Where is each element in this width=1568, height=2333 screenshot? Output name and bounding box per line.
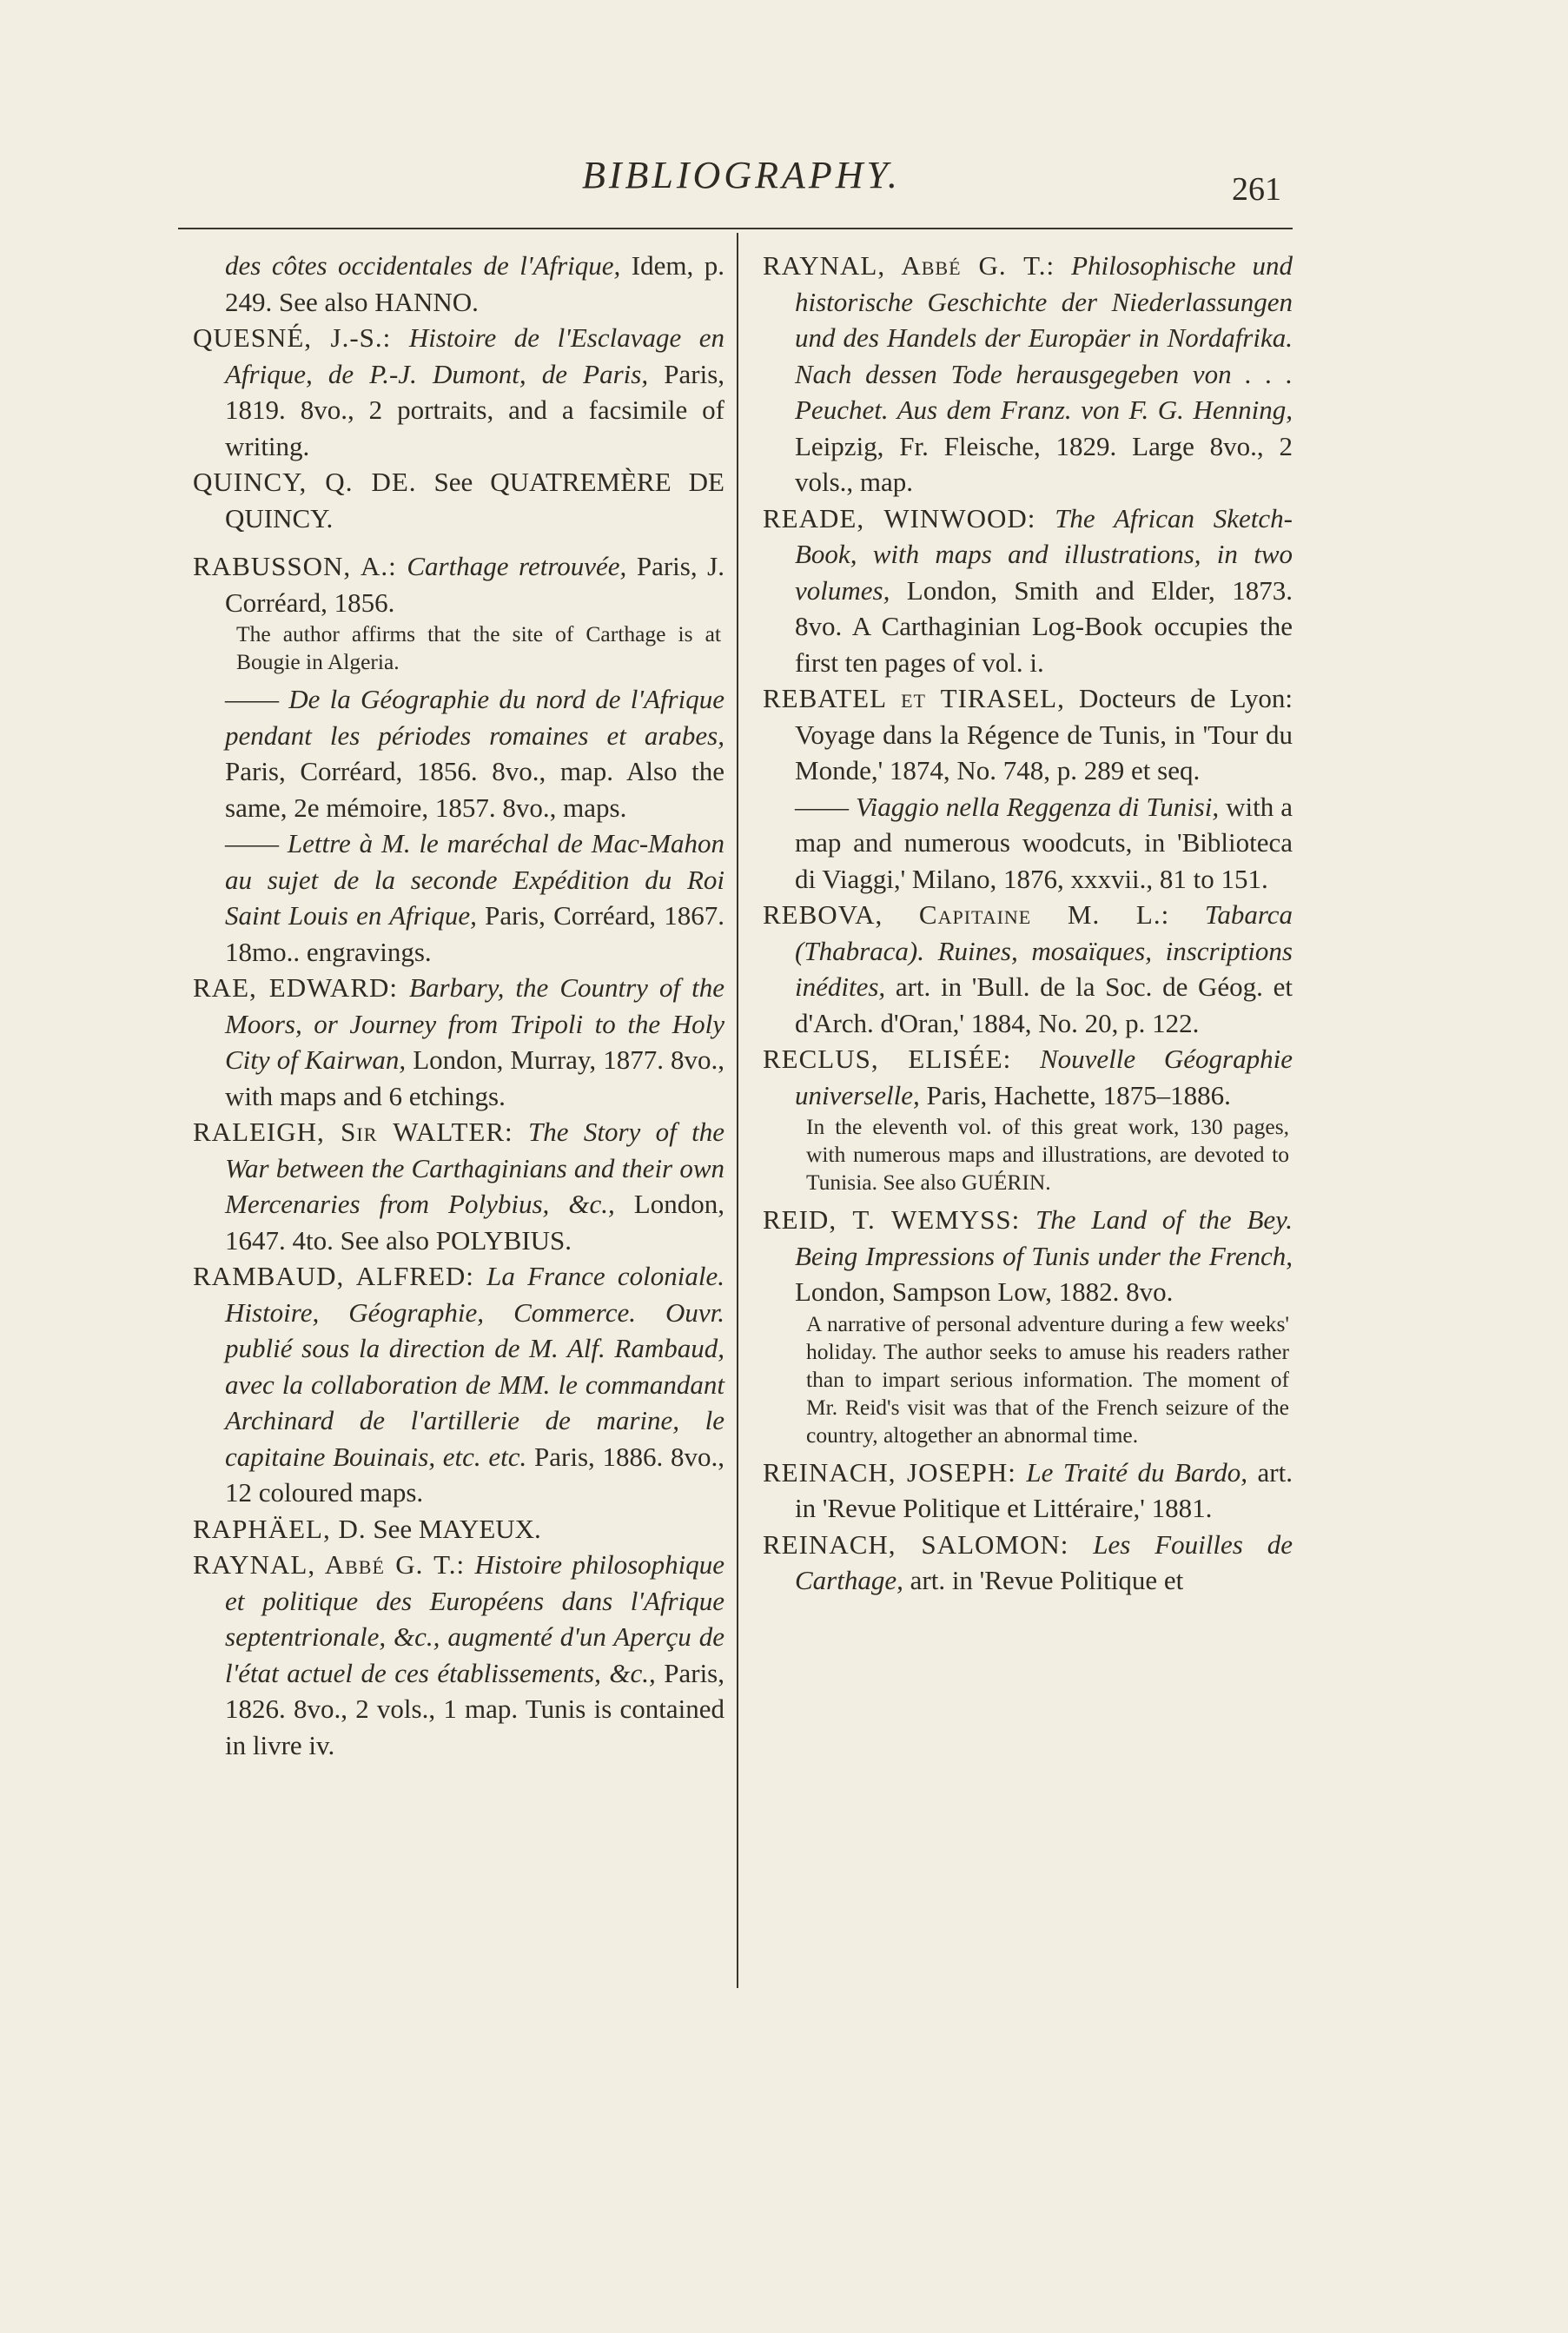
entry-details: Paris, Hachette, 1875–1886. — [919, 1079, 1231, 1110]
bibliography-entry — [763, 248, 1293, 500]
entry-details: art. in 'Revue Politique et Littéraire,' 1881. — [795, 1456, 1293, 1523]
bibliography-note: A narrative of personal adventure during a few weeks' holiday. The author seeks to amuse his readers rather than to impart serious information. The moment of Mr. Reid's visit was that of the French seizure of the country, altogether an abnormal time. — [806, 1310, 1289, 1448]
entry-author: —— — [795, 791, 849, 822]
entry-details: See QUATREMÈRE DE QUINCY. — [225, 467, 724, 534]
bibliography-entry — [763, 500, 1293, 681]
entry-author: RECLUS, ELISÉE: — [763, 1044, 1012, 1074]
entry-title: Histoire de l'Esclavage en Afrique, de P.-J. Dumont, de Paris, — [225, 322, 724, 389]
entry-title: Lettre à M. le maréchal de Mac-Mahon au sujet de la seconde Expédition du Roi Saint Louis en Afrique, — [225, 828, 724, 931]
entry-author: REINACH, JOSEPH: — [763, 1456, 1016, 1488]
entry-details: Paris, Corréard, 1856. 8vo., map. Also the same, 2e mémoire, 1857. 8vo., maps. — [225, 756, 724, 823]
entry-details: Docteurs de Lyon: Voyage dans la Régence de Tunis, in 'Tour du Monde,' 1874, No. 748, p. 289 et seq. — [795, 683, 1293, 785]
entry-details: See MAYEUX. — [366, 1513, 541, 1544]
entry-details: Paris, 1819. 8vo., 2 portraits, and a facsimile of writing. — [225, 358, 725, 461]
entry-author: RAE, EDWARD: — [193, 972, 398, 1003]
entry-details: London, Sampson Low, 1882. 8vo. — [795, 1276, 1174, 1307]
bibliography-entry — [193, 681, 724, 825]
page-number: 261 — [1232, 171, 1281, 208]
bibliography-entry — [193, 970, 724, 1114]
entry-title: Barbary, the Country of the Moors, or Journey from Tripoli to the Holy City of Kairwan, — [225, 972, 724, 1075]
bibliography-entry — [763, 1527, 1293, 1599]
bibliography-entry — [193, 548, 724, 620]
entry-details: London, Smith and Elder, 1873. 8vo. A Carthaginian Log-Book occupies the first ten pages of vol. i. — [795, 574, 1293, 678]
entry-title: Nouvelle Géographie universelle, — [795, 1044, 1293, 1110]
bibliography-entry — [193, 320, 724, 464]
bibliography-entry — [193, 1258, 724, 1511]
bibliography-note: The author affirms that the site of Carthage is at Bougie in Algeria. — [236, 621, 721, 674]
bibliography-entry — [193, 1511, 724, 1548]
header-rule — [178, 228, 1293, 229]
entry-title: Tabarca (Thabraca). Ruines, mosaïques, inscriptions inédites, — [795, 899, 1293, 1002]
entry-details: art. in 'Revue Politique et — [903, 1565, 1184, 1595]
entry-details: with a map and numerous woodcuts, in 'Biblioteca di Viaggi,' Milano, 1876, xxxvii., 81 to 151. — [795, 791, 1293, 894]
entry-details: Idem, p. 249. See also HANNO. — [225, 250, 724, 317]
entry-details: Paris, 1886. 8vo., 12 coloured maps. — [225, 1441, 724, 1508]
entry-title: Carthage retrouvée, — [396, 551, 627, 581]
bibliography-entry — [193, 1547, 724, 1763]
entry-author: RALEIGH, Sir WALTER: — [193, 1117, 513, 1147]
entry-author: REID, T. WEMYSS: — [763, 1204, 1021, 1235]
bibliography-entry — [193, 248, 724, 320]
running-title: BIBLIOGRAPHY. — [582, 154, 901, 196]
entry-details: London, Murray, 1877. 8vo., with maps and 6 etchings. — [225, 1044, 724, 1111]
entry-details: Leipzig, Fr. Fleische, 1829. Large 8vo., 2 vols., map. — [795, 430, 1293, 497]
entry-author: RAYNAL, Abbé G. T.: — [193, 1549, 466, 1580]
entry-author: READE, WINWOOD: — [763, 502, 1036, 534]
left-column — [193, 248, 724, 1763]
entry-author: —— — [225, 828, 279, 858]
entry-author: QUESNÉ, J.-S.: — [193, 322, 392, 353]
bibliography-entry — [763, 789, 1293, 898]
bibliography-entry — [193, 825, 724, 970]
entry-title: Histoire philosophique et politique des Européens dans l'Afrique septentrionale, &c., augmenté d'un Aperçu de l'état actuel de ces établissements, &c., — [225, 1549, 725, 1688]
entry-title: Les Fouilles de Carthage, — [795, 1528, 1293, 1595]
entry-details: art. in 'Bull. de la Soc. de Géog. et d'Arch. d'Oran,' 1884, No. 20, p. 122. — [795, 971, 1293, 1038]
bibliography-entry — [193, 464, 724, 536]
entry-title: The Story of the War between the Carthaginians and their own Mercenaries from Polybius, &c., — [225, 1117, 724, 1219]
entry-author: QUINCY, Q. DE. — [193, 467, 417, 497]
entry-author: REBOVA, Capitaine M. L.: — [763, 899, 1170, 930]
entry-author: REBATEL et TIRASEL, — [763, 683, 1065, 713]
bibliography-note: In the eleventh vol. of this great work, 130 pages, with numerous maps and illustrations, are devoted to Tunisia. See also GUÉRIN. — [806, 1114, 1289, 1195]
entry-title: Viaggio nella Reggenza di Tunisi, — [849, 791, 1220, 822]
entry-details: Paris, Corréard, 1867. 18mo.. engravings. — [225, 900, 724, 967]
entry-title: Le Traité du Bardo, — [1016, 1456, 1248, 1488]
entry-author: RABUSSON, A.: — [193, 551, 397, 581]
bibliography-entry — [763, 897, 1293, 1041]
entry-title: des côtes occidentales de l'Afrique, — [225, 250, 621, 281]
entry-title: The African Sketch-Book, with maps and illustrations, in two volumes, — [795, 502, 1293, 606]
column-divider — [737, 233, 738, 1988]
entry-details: Paris, 1826. 8vo., 2 vols., 1 map. Tunis is contained in livre iv. — [225, 1657, 724, 1760]
right-column — [763, 248, 1293, 1599]
entry-title: La France coloniale. Histoire, Géographie, Commerce. Ouvr. publié sous la direction de M. Alf. Rambaud, avec la collaboration de MM. le commandant Archinard de l'artillerie de marine, le capitaine Bouinais, etc. etc. — [225, 1261, 724, 1472]
bibliography-entry — [763, 1202, 1293, 1310]
bibliography-entry — [193, 1114, 724, 1258]
entry-details: London, 1647. 4to. See also POLYBIUS. — [225, 1189, 724, 1256]
entry-author: —— — [225, 684, 279, 714]
entry-author: RAPHÄEL, D. — [193, 1513, 367, 1544]
entry-author: REINACH, SALOMON: — [763, 1528, 1069, 1560]
entry-title: The Land of the Bey. Being Impressions of Tunis under the French, — [795, 1204, 1293, 1271]
entry-title: De la Géographie du nord de l'Afrique pendant les périodes romaines et arabes, — [225, 684, 724, 751]
entry-author: RAMBAUD, ALFRED: — [193, 1261, 474, 1291]
entry-details: Paris, J. Corréard, 1856. — [225, 551, 724, 618]
bibliography-entry — [763, 1041, 1293, 1113]
entry-title: Philosophische und historische Geschichte der Niederlassungen und des Handels der Europäer in Nordafrika. Nach dessen Tode herausgegeben von . . . Peuchet. Aus dem Franz. von F. G. Henning, — [795, 250, 1293, 425]
bibliography-entry — [763, 1455, 1293, 1527]
bibliography-entry — [763, 680, 1293, 789]
entry-author: RAYNAL, Abbé G. T.: — [763, 250, 1055, 281]
